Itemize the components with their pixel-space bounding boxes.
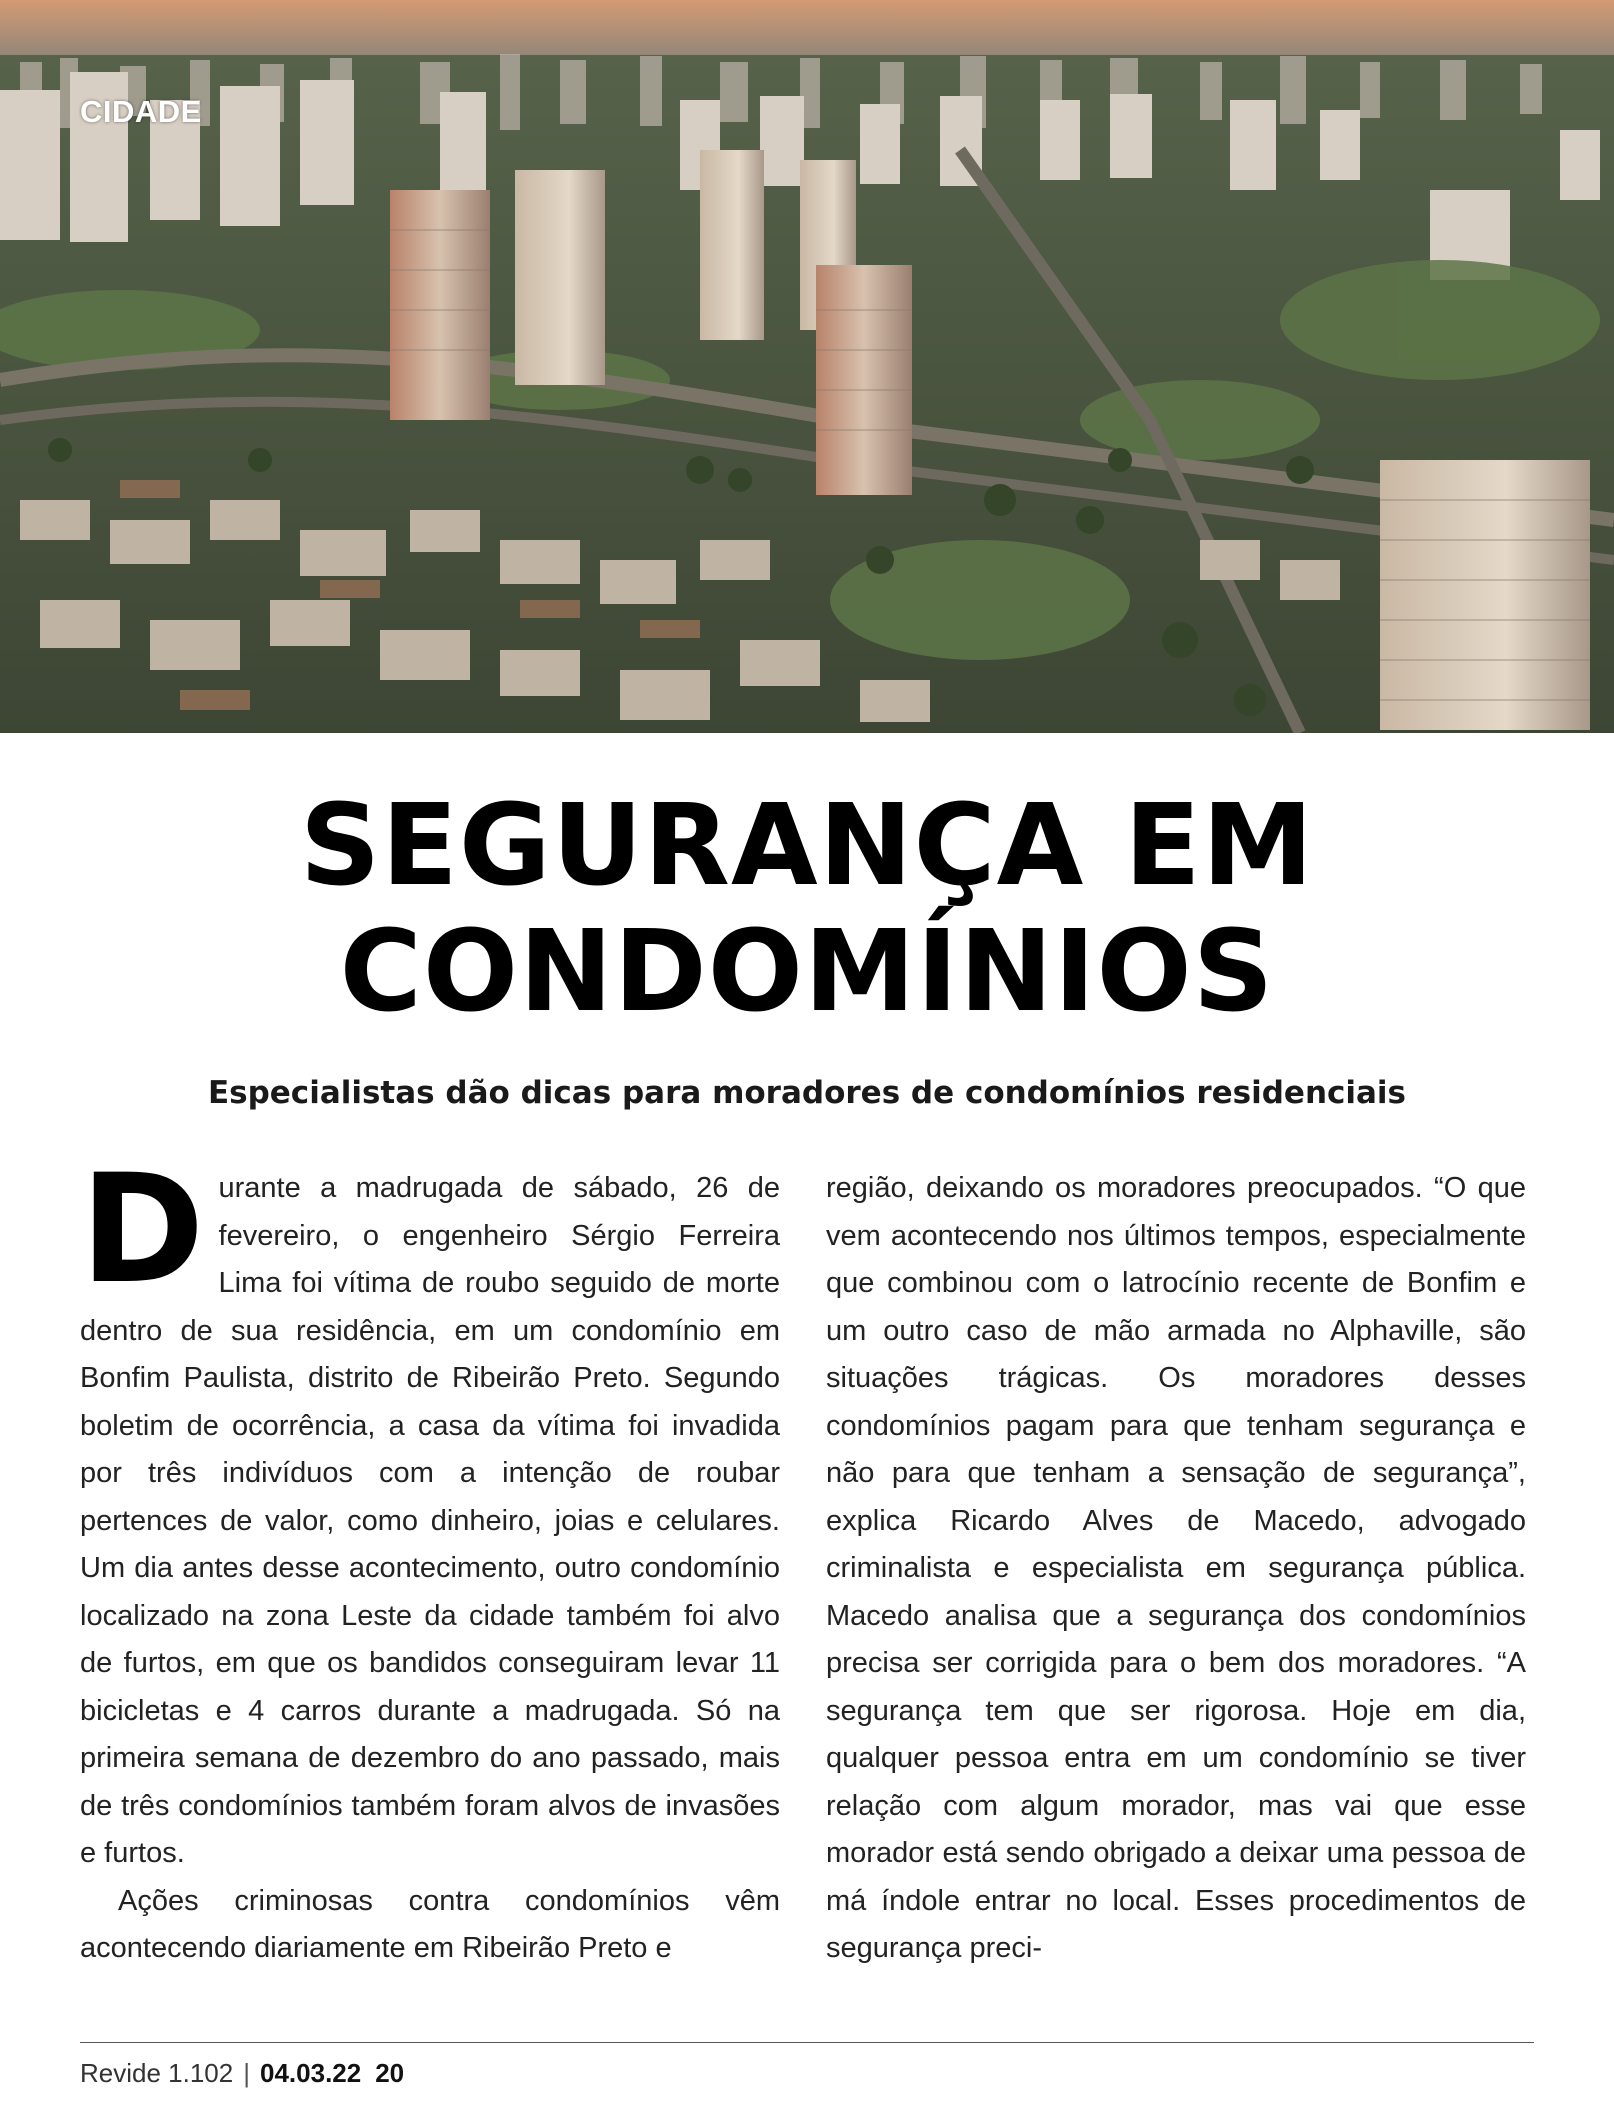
article-column-right [826,1165,1526,1973]
hero-photo [0,0,1614,733]
footer-divider [80,2042,1534,2043]
paragraph-1-text: urante a madrugada de sábado, 26 de fevereiro, o engenheiro Sérgio Ferreira Lima foi vítima de roubo seguido de morte dentro de sua residência, em um condomínio em Bonfim Paulista, distrito de Ribeirão Preto. Segundo boletim de ocorrência, a casa da vítima foi invadida por três indivíduos com a intenção de roubar pertences de valor, como dinheiro, joias e celulares. Um dia antes desse acontecimento, outro condomínio localizado na zona Leste da cidade também foi alvo de furtos, em que os bandidos conseguiram levar 11 bicicletas e 4 carros durante a madrugada. Só na primeira semana de dezembro do ano passado, mais de três condomínios também foram alvos de invasões e furtos. [80,1172,780,1869]
page-footer [80,2058,404,2089]
article-column-left [80,1143,780,1973]
city-aerial-illustration [0,0,1614,733]
article-paragraph-continued: região, deixando os moradores preocupados. “O que vem acontecendo nos últimos tempos, especialmente que combinou com o latrocínio recente de Bonfim e um outro caso de mão armada no Alphaville, são situações trágicas. Os moradores desses condomínios pagam para que tenham segurança e não para que tenham a sensação de segurança”, explica Ricardo Alves de Macedo, advogado criminalista e especialista em segurança pública. Macedo analisa que a segurança dos condomínios precisa ser corrigida para o bem dos moradores. “A segurança tem que ser rigorosa. Hoje em dia, qualquer pessoa entra em um condomínio se tiver relação com algum morador, mas vai que esse morador está sendo obrigado a deixar uma pessoa de má índole entrar no local. Esses procedimentos de segurança preci- [826,1172,1526,1964]
issue-date: 04.03.22 [260,2058,362,2088]
headline-line-1: SEGURANÇA EM [299,781,1315,911]
page-number: 20 [375,2058,405,2088]
article-paragraph-1 [80,1143,780,1878]
section-tag: CIDADE [80,94,202,129]
headline [0,783,1614,1035]
footer-separator: | [243,2058,250,2088]
subtitle: Especialistas dão dicas para moradores de condomínios residenciais [207,1075,1407,1111]
article-paragraph-2: Ações criminosas contra condomínios vêm acontecendo diariamente em Ribeirão Preto e [80,1884,780,1964]
headline-line-2: CONDOMÍNIOS [339,907,1275,1037]
drop-cap: D [80,1143,205,1317]
publication-name: Revide 1.102 [80,2058,234,2088]
